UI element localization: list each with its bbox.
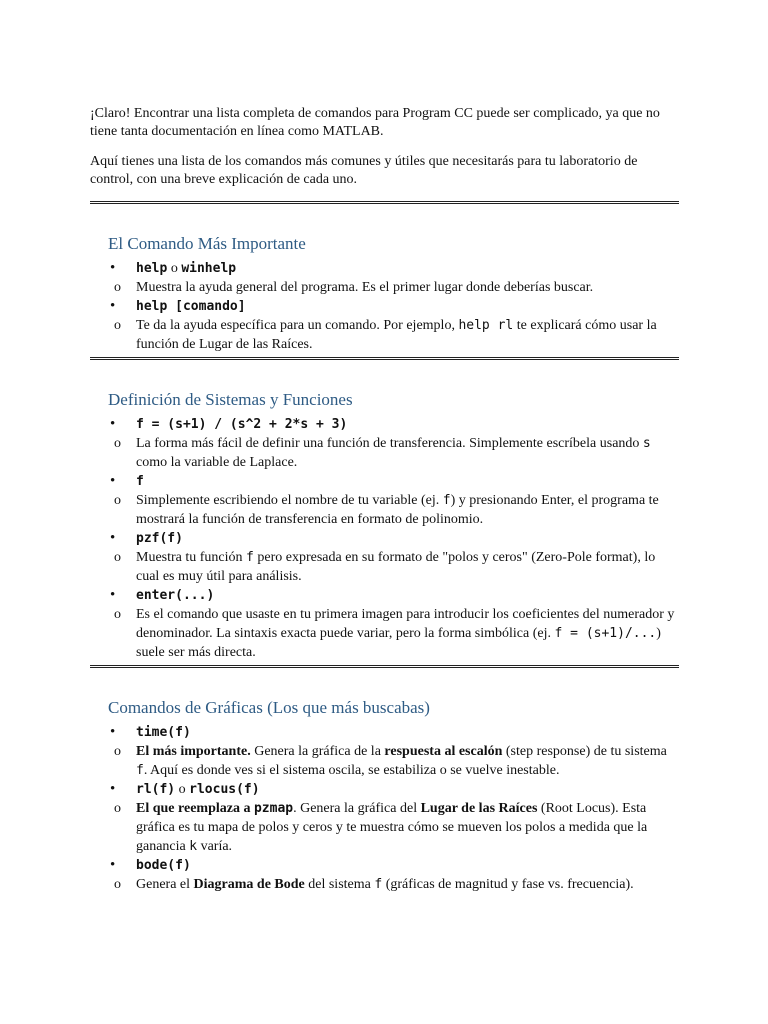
intro-paragraph-2: Aquí tienes una lista de los comandos más comunes y útiles que necesitarás para tu laboratorio de control, con una breve explicación de cada uno. — [90, 154, 638, 187]
bullet-icon: • — [110, 781, 116, 797]
joiner-text: o — [167, 261, 182, 276]
sub-bullet-icon: o — [114, 550, 121, 565]
list-item — [90, 586, 679, 662]
inline-code-bold: pzmap — [253, 801, 294, 816]
description-text: pero expresada en su formato de "polos y ceros" (Zero-Pole format), lo cual es muy útil para análisis. — [136, 550, 656, 584]
bold-text: El más importante. — [136, 744, 251, 759]
sub-bullet-icon: o — [114, 280, 121, 295]
section-definitions — [90, 390, 679, 662]
description-text: (Root Locus). Esta gráfica es tu mapa de polos y ceros y te muestra cómo se mueven los polos a medida que la ganancia — [136, 801, 648, 854]
command-code: f — [136, 474, 144, 489]
section-divider — [90, 665, 679, 668]
section-heading: Definición de Sistemas y Funciones — [108, 390, 353, 409]
list-item — [90, 780, 679, 856]
description-text: Te da la ayuda específica para un comando. Por ejemplo, — [136, 318, 459, 333]
section-heading: Comandos de Gráficas (Los que más buscabas) — [108, 698, 430, 717]
sub-bullet-icon: o — [114, 801, 121, 816]
description-text: . Genera la gráfica del — [293, 801, 421, 816]
list-item — [90, 723, 679, 780]
sub-bullet-icon: o — [114, 318, 121, 333]
description-text: (gráficas de magnitud y fase vs. frecuencia). — [382, 877, 634, 892]
description-text: Muestra la ayuda general del programa. Es el primer lugar donde deberías buscar. — [136, 280, 594, 295]
bullet-icon: • — [110, 260, 116, 276]
description-text: como la variable de Laplace. — [136, 455, 298, 470]
command-code: enter(...) — [136, 588, 215, 603]
intro-paragraph-1: ¡Claro! Encontrar una lista completa de comandos para Program CC puede ser complicado, ya que no tiene tanta documentación en línea como MATLAB. — [90, 106, 660, 139]
command-code: time(f) — [136, 725, 191, 740]
list-item — [90, 415, 679, 472]
inline-code: f — [136, 763, 144, 778]
inline-code: k — [189, 839, 198, 854]
bullet-icon: • — [110, 298, 116, 314]
description-text: varía. — [197, 839, 233, 854]
description-text: Es el comando que usaste en tu primera imagen para introducir los coeficientes del numerador y denominador. La sintaxis exacta puede variar, pero la forma simbólica (ej. — [136, 607, 675, 641]
command-code: winhelp — [181, 261, 237, 276]
description-text: . Aquí es donde ves si el sistema oscila, se estabiliza o se vuelve inestable. — [143, 763, 560, 778]
list-item — [90, 259, 679, 297]
sub-list-item — [91, 434, 679, 472]
inline-code: s — [642, 436, 651, 451]
description-text: Muestra tu función — [136, 550, 247, 565]
document-page — [90, 105, 679, 894]
bold-text: respuesta al escalón — [384, 744, 503, 759]
bullet-icon: • — [110, 416, 116, 432]
bold-text: Diagrama de Bode — [193, 877, 305, 892]
command-code: rl(f) — [136, 782, 176, 797]
description-text: del sistema — [304, 877, 375, 892]
section-heading: El Comando Más Importante — [108, 234, 306, 253]
sub-list-item — [91, 605, 679, 662]
description-text: Genera el — [136, 877, 194, 892]
list-item — [90, 856, 679, 894]
section-divider — [90, 201, 679, 204]
command-code: f = (s+1) / (s^2 + 2*s + 3) — [136, 417, 348, 432]
description-text: La forma más fácil de definir una función de transferencia. Simplemente escríbela usando — [136, 436, 643, 451]
sub-bullet-icon: o — [114, 877, 121, 892]
sub-list-item — [91, 491, 679, 529]
inline-code: f — [442, 493, 451, 508]
command-code: bode(f) — [136, 858, 191, 873]
list-item — [90, 529, 679, 586]
bullet-icon: • — [110, 473, 116, 489]
description-text: ) suele ser más directa. — [136, 626, 661, 660]
section-divider — [90, 357, 679, 360]
inline-code: help rl — [458, 318, 514, 333]
bold-text: Lugar de las Raíces — [420, 801, 538, 816]
list-item — [90, 472, 679, 529]
inline-code: f = (s+1)/... — [554, 626, 657, 641]
bullet-icon: • — [110, 530, 116, 546]
inline-code: f — [374, 877, 383, 892]
command-code: help — [136, 261, 168, 276]
sub-list-item — [91, 548, 679, 586]
description-text: te explicará cómo usar la función de Lugar de las Raíces. — [136, 318, 657, 352]
sub-bullet-icon: o — [114, 493, 121, 508]
section-plot-commands — [90, 698, 679, 894]
sub-list-item — [91, 742, 679, 780]
command-code: pzf(f) — [136, 531, 183, 546]
bold-text: El que reemplaza a — [136, 801, 254, 816]
sub-list-item — [91, 316, 679, 354]
bullet-icon: • — [110, 857, 116, 873]
description-text: Genera la gráfica de la — [250, 744, 385, 759]
section-important-command — [90, 234, 679, 354]
description-text: (step response) de tu sistema — [502, 744, 667, 759]
bullet-icon: • — [110, 724, 116, 740]
bullet-icon: • — [110, 587, 116, 603]
inline-code: f — [246, 550, 254, 565]
sub-list-item — [91, 875, 679, 894]
joiner-text: o — [175, 782, 190, 797]
sub-bullet-icon: o — [114, 436, 121, 451]
command-code: rlocus(f) — [189, 782, 260, 797]
sub-bullet-icon: o — [114, 607, 121, 622]
command-code: help [comando] — [136, 299, 246, 314]
sub-bullet-icon: o — [114, 744, 121, 759]
description-text: ) y presionando Enter, el programa te mostrará la función de transferencia en formato de polinomio. — [136, 493, 659, 527]
sub-list-item — [91, 799, 679, 856]
description-text: Simplemente escribiendo el nombre de tu variable (ej. — [136, 493, 443, 508]
sub-list-item — [91, 278, 679, 297]
list-item — [90, 297, 679, 354]
